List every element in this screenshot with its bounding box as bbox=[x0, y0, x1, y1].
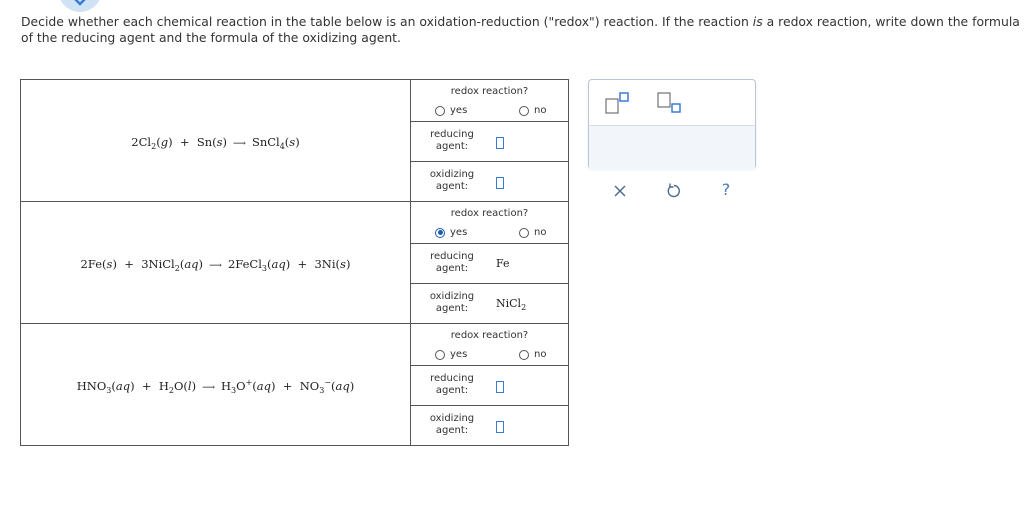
oxidizing-agent-label: oxidizing agent: bbox=[429, 413, 475, 436]
reducing-agent-input[interactable]: Fe bbox=[496, 257, 510, 270]
redox-question-label: redox reaction? bbox=[450, 208, 529, 219]
instructions-text: Decide whether each chemical reaction in the table below is an oxidation-reduction ("redox") reaction. If the reaction is a redox reaction, write down the formula of the reducing agent and the formula of the oxidizing agent. bbox=[21, 14, 1020, 45]
redox-no-option[interactable]: no bbox=[519, 349, 546, 360]
redox-no-option[interactable]: no bbox=[519, 105, 546, 116]
oxidizing-agent-label: oxidizing agent: bbox=[429, 169, 475, 192]
formula-toolbox bbox=[588, 79, 756, 199]
oxidizing-agent-input[interactable]: NiCl$_2$ bbox=[496, 297, 527, 312]
redox-yes-option[interactable]: yes bbox=[435, 105, 467, 116]
redox-question-label: redox reaction? bbox=[450, 330, 529, 341]
oxidizing-agent-label: oxidizing agent: bbox=[429, 291, 475, 314]
reaction-table bbox=[20, 79, 569, 446]
reaction-arrow-icon: ⟶ bbox=[202, 382, 215, 393]
clear-button[interactable] bbox=[611, 182, 629, 200]
redox-question-label: redox reaction? bbox=[450, 86, 529, 97]
answer-cell bbox=[411, 202, 569, 324]
undo-button[interactable] bbox=[665, 182, 683, 200]
table-row bbox=[21, 202, 569, 324]
reaction-arrow-icon: ⟶ bbox=[233, 138, 246, 149]
reducing-agent-label: reducing agent: bbox=[430, 251, 474, 274]
table-row bbox=[21, 324, 569, 446]
reaction-arrow-icon: ⟶ bbox=[209, 260, 222, 271]
reducing-agent-input[interactable] bbox=[496, 137, 504, 149]
superscript-icon bbox=[605, 92, 631, 114]
equation-text: $HNO_3(aq) + H_2O(l)$ ⟶ $H_3O^+(aq) + NO_3^-(aq)$ bbox=[76, 377, 355, 395]
answer-cell bbox=[411, 80, 569, 202]
collapse-chevron-button[interactable] bbox=[58, 0, 102, 12]
oxidizing-agent-input[interactable] bbox=[496, 177, 504, 189]
reducing-agent-label: reducing agent: bbox=[430, 373, 474, 396]
table-row bbox=[21, 80, 569, 202]
answer-cell bbox=[411, 324, 569, 446]
reducing-agent-input[interactable] bbox=[496, 381, 504, 393]
radio-no[interactable] bbox=[519, 106, 529, 116]
equation-cell bbox=[21, 202, 411, 324]
equation-cell bbox=[21, 324, 411, 446]
help-question-icon[interactable]: ? bbox=[721, 180, 731, 199]
chevron-down-icon bbox=[72, 0, 88, 6]
equation-text: 2Fe(s) + 3NiCl$_2$(aq) ⟶ 2FeCl$_3$(aq) + 3Ni(s) bbox=[80, 256, 351, 273]
subscript-icon bbox=[657, 92, 683, 114]
radio-no[interactable] bbox=[519, 350, 529, 360]
redox-no-option[interactable]: no bbox=[519, 227, 546, 238]
oxidizing-agent-input[interactable] bbox=[496, 421, 504, 433]
superscript-button[interactable] bbox=[605, 92, 631, 114]
equation-cell bbox=[21, 80, 411, 202]
equation-text: $2Cl_2(g) + Sn(s)$ ⟶ SnCl$_4$(s) bbox=[131, 134, 300, 151]
reducing-agent-label: reducing agent: bbox=[430, 129, 474, 152]
radio-no[interactable] bbox=[519, 228, 529, 238]
undo-icon bbox=[665, 182, 683, 200]
subscript-button[interactable] bbox=[657, 92, 683, 114]
clear-x-icon bbox=[611, 182, 629, 200]
redox-yes-option[interactable]: yes bbox=[435, 227, 467, 238]
redox-yes-option[interactable]: yes bbox=[435, 349, 467, 360]
radio-yes[interactable] bbox=[435, 350, 445, 360]
radio-yes-selected[interactable] bbox=[435, 228, 445, 238]
radio-yes[interactable] bbox=[435, 106, 445, 116]
